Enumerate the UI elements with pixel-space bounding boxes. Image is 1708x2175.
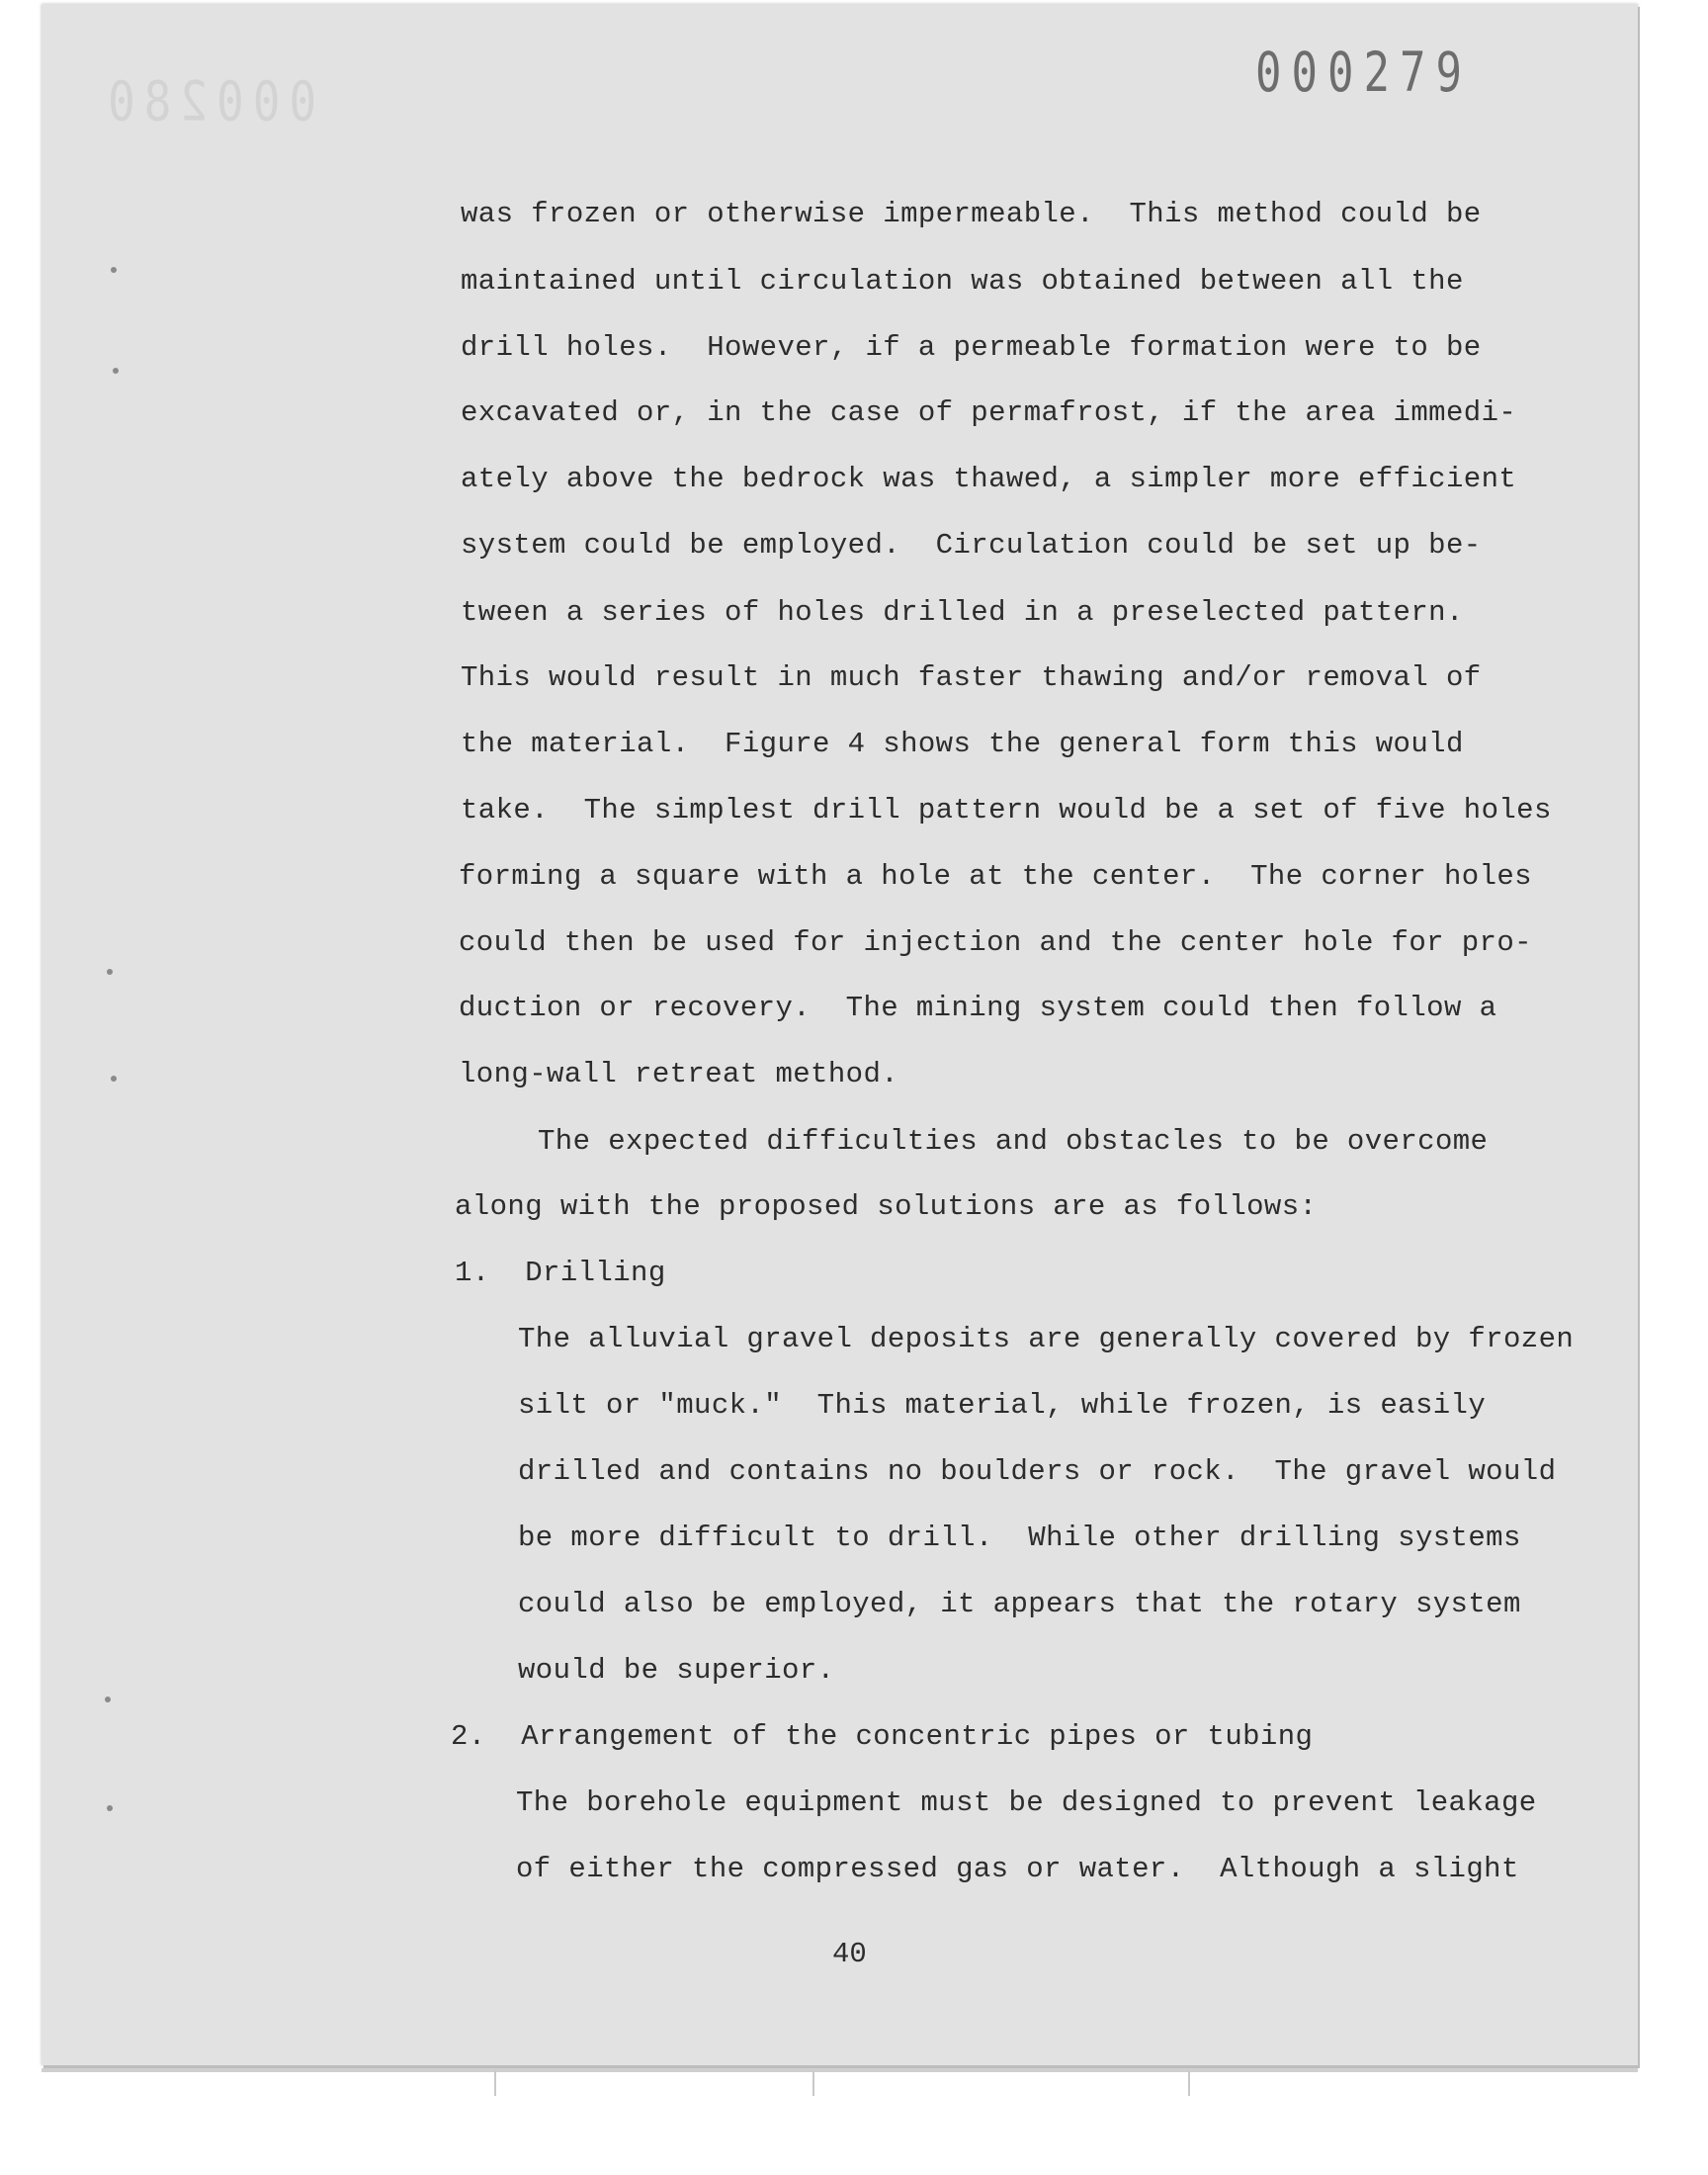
page-edge bbox=[42, 2068, 1638, 2072]
text-line: ately above the bedrock was thawed, a simpler more efficient bbox=[461, 463, 1517, 495]
text-line: take. The simplest drill pattern would be a set of five holes bbox=[461, 794, 1552, 826]
scan-speck bbox=[113, 368, 119, 374]
text-line: excavated or, in the case of permafrost, if the area immedi- bbox=[461, 396, 1517, 429]
text-line: long-wall retreat method. bbox=[459, 1058, 899, 1090]
text-line: along with the proposed solutions are as follows: bbox=[455, 1190, 1318, 1223]
text-line: tween a series of holes drilled in a preselected pattern. bbox=[461, 596, 1464, 629]
list-item-text: could also be employed, it appears that the rotary system bbox=[518, 1588, 1521, 1620]
text-line: system could be employed. Circulation could be set up be- bbox=[461, 529, 1482, 562]
scan-speck bbox=[105, 1696, 111, 1702]
list-item-heading: 2. Arrangement of the concentric pipes or tubing bbox=[451, 1720, 1314, 1753]
list-item-text: silt or "muck." This material, while frozen, is easily bbox=[518, 1389, 1487, 1422]
list-item-text: The borehole equipment must be designed to prevent leakage bbox=[516, 1786, 1537, 1819]
list-item-text: be more difficult to drill. While other drilling systems bbox=[518, 1522, 1521, 1554]
scan-mark bbox=[1188, 2070, 1190, 2096]
paragraph-first-line: The expected difficulties and obstacles to be overcome bbox=[538, 1125, 1489, 1158]
list-item-text: would be superior. bbox=[518, 1654, 835, 1687]
document-number: 000279 bbox=[1255, 42, 1472, 105]
list-item-text: of either the compressed gas or water. Although a slight bbox=[516, 1853, 1519, 1885]
text-line: could then be used for injection and the center hole for pro- bbox=[459, 926, 1532, 959]
scan-speck bbox=[111, 1076, 117, 1082]
list-item-text: The alluvial gravel deposits are generally covered by frozen bbox=[518, 1323, 1575, 1355]
list-item-heading: 1. Drilling bbox=[455, 1257, 666, 1289]
scan-speck bbox=[107, 1805, 113, 1811]
text-line: This would result in much faster thawing and/or removal of bbox=[461, 661, 1482, 694]
scan-speck bbox=[111, 267, 117, 273]
text-line: was frozen or otherwise impermeable. This method could be bbox=[461, 198, 1482, 230]
text-line: duction or recovery. The mining system could then follow a bbox=[459, 992, 1497, 1024]
page-number: 40 bbox=[832, 1938, 867, 1970]
scan-mark bbox=[812, 2070, 814, 2096]
list-item-text: drilled and contains no boulders or rock. The gravel would bbox=[518, 1455, 1557, 1488]
scan-mark bbox=[494, 2070, 496, 2096]
bleed-through-number: 000280 bbox=[99, 69, 317, 133]
text-line: maintained until circulation was obtained between all the bbox=[461, 265, 1464, 298]
text-line: the material. Figure 4 shows the general form this would bbox=[461, 728, 1464, 760]
text-line: drill holes. However, if a permeable formation were to be bbox=[461, 331, 1482, 364]
scan-speck bbox=[107, 969, 113, 975]
text-line: forming a square with a hole at the center. The corner holes bbox=[459, 860, 1532, 893]
